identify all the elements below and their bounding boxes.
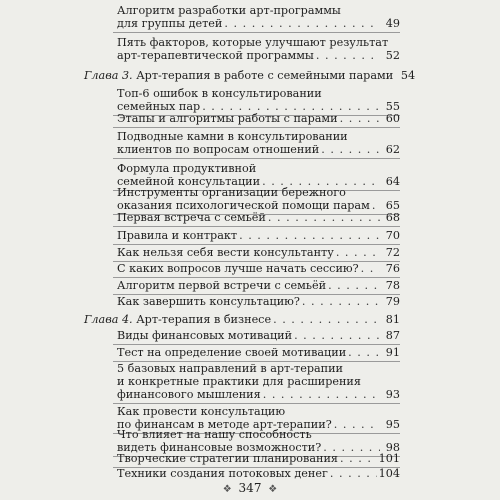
dot-leader (334, 418, 380, 431)
dot-leader (361, 262, 380, 275)
toc-page-number: 54 (400, 69, 416, 82)
entry-divider (113, 344, 400, 345)
toc-page-number: 95 (385, 418, 400, 431)
toc-page-number: 76 (385, 262, 400, 275)
toc-entry-title: С каких вопросов лучше начать сессию? (117, 262, 359, 275)
toc-entry-title: Виды финансовых мотиваций (117, 329, 293, 342)
toc-page-number: 62 (385, 143, 400, 156)
toc-entry-title: Первая встреча с семьёй (117, 211, 266, 224)
chapter-label: Глава 4. (84, 313, 133, 326)
toc-page-number: 81 (385, 313, 400, 326)
toc-page-number: 60 (385, 112, 400, 125)
toc-entry-title: клиентов по вопросам отношений (117, 143, 320, 156)
toc-entry-title: Арт-терапия в работе с семейными парами (136, 69, 394, 82)
toc-page-number: 68 (385, 211, 400, 224)
page-footer (0, 481, 500, 495)
entry-divider (113, 127, 400, 128)
toc-entry-title: Подводные камни в консультировании (117, 130, 348, 143)
toc-page-number: 93 (385, 388, 400, 401)
entry-divider (113, 403, 400, 404)
dot-leader (321, 143, 380, 156)
toc-entry-title: Инструменты организации бережного (117, 186, 346, 199)
toc-page-number: 65 (385, 199, 400, 212)
toc-entry-title: Арт-терапия в бизнесе (136, 313, 272, 326)
toc-entry-title: семейной консультации (117, 175, 261, 188)
dot-leader (316, 49, 380, 62)
toc-page-number: 70 (385, 229, 400, 242)
entry-divider (113, 32, 400, 33)
chapter-label: Глава 3. (84, 69, 133, 82)
ornament-left-icon: ❖ (222, 484, 232, 495)
dot-leader (328, 279, 380, 292)
dot-leader (330, 467, 377, 480)
toc-entry-title: Творческие стратегии планирования (117, 452, 338, 465)
dot-leader (273, 313, 380, 326)
toc-entry-title: семейных пар (117, 100, 201, 113)
toc-page-number: 78 (385, 279, 400, 292)
toc-entry-title: видеть финансовые возможности? (117, 441, 322, 454)
toc-entry-title: Как завершить консультацию? (117, 295, 300, 308)
toc-page-number: 87 (385, 329, 400, 342)
toc-entry-title: Тест на определение своей мотивации (117, 346, 347, 359)
toc-page-number: 91 (385, 346, 400, 359)
dot-leader (348, 346, 380, 359)
toc-entry-title: 5 базовых направлений в арт-терапии (117, 362, 344, 375)
toc-page-number: 52 (385, 49, 400, 62)
toc-page-number: 64 (385, 175, 400, 188)
dot-leader (224, 17, 380, 30)
toc-page-number: 49 (385, 17, 400, 30)
dot-leader (302, 295, 380, 308)
toc-page-number: 101 (378, 452, 400, 465)
ornament-right-icon: ❖ (268, 484, 278, 495)
dot-leader (336, 246, 380, 259)
toc-entry-title: оказания психологической помощи парам (117, 199, 370, 212)
entry-divider (113, 158, 400, 159)
toc-entry-title: Алгоритм первой встречи с семьёй (117, 279, 327, 292)
toc-entry-title: Формула продуктивной (117, 162, 257, 175)
entry-divider (113, 226, 400, 227)
dot-leader (268, 211, 380, 224)
toc-entry-title: по финансам в методе арт-терапии? (117, 418, 332, 431)
dot-leader (340, 112, 380, 125)
toc-page-number: 55 (385, 100, 400, 113)
page-number: 347 (238, 481, 262, 495)
toc-entry-title: арт-терапевтической программы (117, 49, 314, 62)
toc-entry-title: Этапы и алгоритмы работы с парами (117, 112, 338, 125)
toc-page-number: 98 (385, 441, 400, 454)
dot-leader (263, 388, 380, 401)
toc-entry-title: Техники создания потоковых денег (117, 467, 328, 480)
toc-entry-title: Правила и контракт (117, 229, 238, 242)
dot-leader (340, 452, 377, 465)
toc-entry-title: финансового мышления (117, 388, 261, 401)
toc-page-number: 79 (385, 295, 400, 308)
dot-leader (239, 229, 380, 242)
toc-entry-title: Как нельзя себя вести консультанту (117, 246, 334, 259)
toc-entry-title: Пять факторов, которые улучшают результат (117, 36, 389, 49)
toc-page-number: 72 (385, 246, 400, 259)
toc-entry-title: Алгоритм разработки арт-программы (117, 4, 341, 17)
dot-leader (294, 329, 380, 342)
toc-entry-title: Что влияет на нашу способность (117, 428, 312, 441)
entry-divider (113, 244, 400, 245)
toc-entry-title: Топ-6 ошибок в консультировании (117, 87, 322, 100)
toc-entry-title: и конкретные практики для расширения (117, 375, 361, 388)
toc-entry-title: для группы детей (117, 17, 223, 30)
toc-entry-title: Как провести консультацию (117, 405, 286, 418)
entry-divider (113, 277, 400, 278)
toc-page-number: 104 (378, 467, 400, 480)
